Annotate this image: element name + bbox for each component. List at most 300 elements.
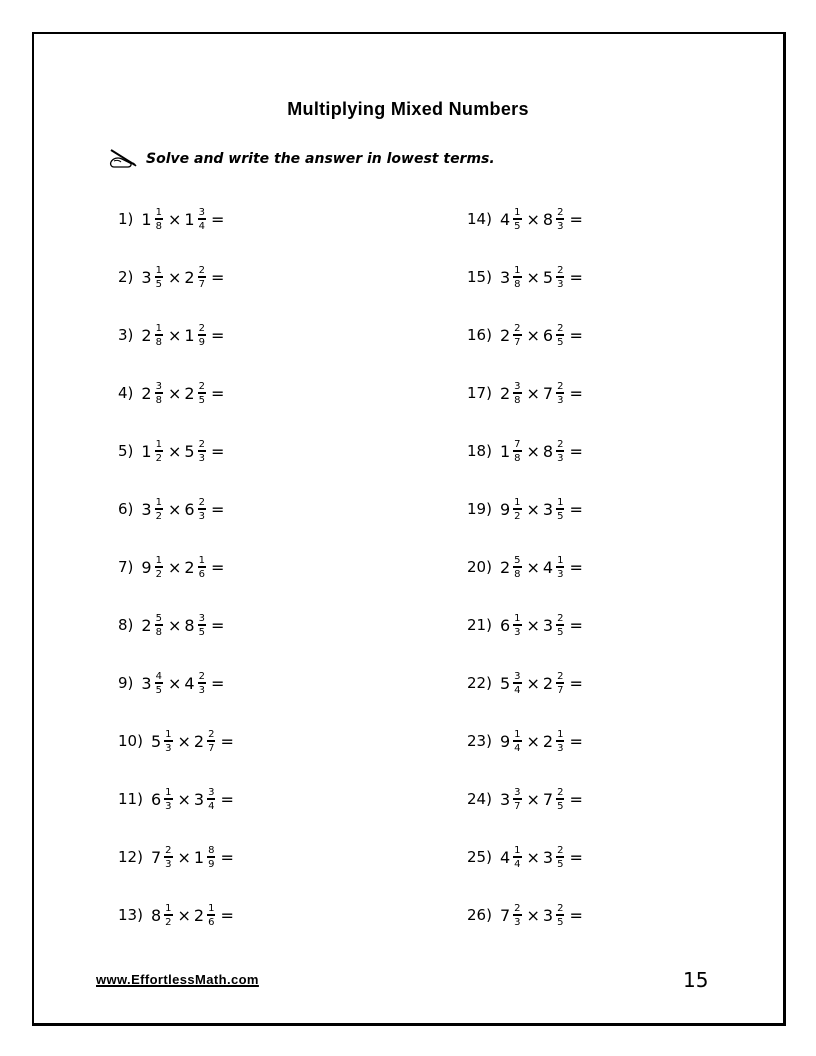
numerator: 2: [514, 322, 521, 334]
equals-sign: =: [210, 383, 225, 403]
whole-number: 1: [141, 441, 152, 461]
times-sign: ×: [526, 615, 540, 635]
times-sign: ×: [526, 673, 540, 693]
problem-number: 25): [467, 848, 492, 866]
problem-number: 1): [118, 210, 134, 228]
fraction: [155, 497, 163, 522]
fraction: [155, 671, 163, 696]
fraction: [207, 845, 215, 870]
numerator: 2: [557, 380, 564, 392]
problems-right-column: [467, 190, 583, 944]
numerator: 1: [155, 206, 162, 218]
equals-sign: =: [569, 441, 583, 461]
worksheet-title: Multiplying Mixed Numbers: [287, 99, 529, 119]
problem-item: [467, 886, 583, 944]
whole-number: 5: [150, 731, 162, 751]
times-sign: ×: [177, 731, 191, 751]
whole-number: 3: [542, 905, 554, 925]
fraction: [556, 323, 564, 348]
numerator: 1: [557, 496, 564, 508]
times-sign: ×: [526, 441, 540, 461]
numerator: 1: [514, 206, 521, 218]
equals-sign: =: [210, 673, 225, 693]
fraction: [556, 787, 564, 812]
fraction: [513, 787, 521, 812]
fraction: [198, 207, 206, 232]
denominator: 6: [208, 916, 215, 928]
fraction: [556, 555, 564, 580]
whole-number: 6: [184, 499, 195, 519]
numerator: 1: [165, 728, 172, 740]
fraction: [207, 787, 215, 812]
equals-sign: =: [210, 557, 225, 577]
problem-item: [118, 306, 234, 364]
numerator: 2: [557, 612, 564, 624]
numerator: 4: [155, 670, 162, 682]
numerator: 2: [557, 206, 564, 218]
denominator: 9: [208, 858, 215, 870]
numerator: 3: [208, 786, 215, 798]
fraction: [513, 613, 521, 638]
times-sign: ×: [167, 557, 182, 577]
whole-number: 8: [542, 209, 554, 229]
numerator: 1: [514, 496, 521, 508]
equals-sign: =: [569, 383, 583, 403]
whole-number: 7: [542, 789, 554, 809]
equals-sign: =: [569, 557, 583, 577]
problem-item: [118, 828, 234, 886]
numerator: 3: [198, 206, 205, 218]
whole-number: 5: [499, 673, 511, 693]
equals-sign: =: [210, 499, 225, 519]
denominator: 2: [165, 916, 172, 928]
numerator: 2: [557, 844, 564, 856]
fraction: [164, 729, 172, 754]
problems-left-column: [118, 190, 234, 944]
numerator: 8: [208, 844, 215, 856]
problem-item: [467, 364, 583, 422]
times-sign: ×: [526, 847, 540, 867]
numerator: 7: [514, 438, 521, 450]
fraction: [164, 845, 172, 870]
whole-number: 2: [141, 325, 152, 345]
whole-number: 5: [542, 267, 554, 287]
fraction: [556, 439, 564, 464]
denominator: 4: [208, 800, 215, 812]
fraction: [513, 671, 521, 696]
fraction: [198, 439, 206, 464]
denominator: 5: [557, 916, 564, 928]
fraction: [164, 787, 172, 812]
denominator: 3: [165, 742, 172, 754]
problem-number: 15): [467, 268, 492, 286]
problem-item: [118, 364, 234, 422]
denominator: 8: [155, 336, 162, 348]
whole-number: 3: [499, 267, 511, 287]
numerator: 1: [165, 902, 172, 914]
denominator: 7: [557, 684, 564, 696]
numerator: 2: [557, 902, 564, 914]
fraction: [513, 903, 521, 928]
problem-number: 24): [467, 790, 492, 808]
times-sign: ×: [167, 209, 182, 229]
whole-number: 6: [150, 789, 162, 809]
numerator: 2: [198, 496, 205, 508]
instruction-text: Solve and write the answer in lowest terms.: [146, 151, 495, 167]
numerator: 2: [208, 728, 215, 740]
fraction: [556, 845, 564, 870]
fraction: [198, 555, 206, 580]
denominator: 5: [198, 394, 205, 406]
problem-item: [118, 422, 234, 480]
denominator: 3: [514, 916, 521, 928]
fraction: [155, 207, 163, 232]
fraction: [513, 845, 521, 870]
whole-number: 2: [542, 673, 554, 693]
whole-number: 9: [499, 499, 511, 519]
whole-number: 2: [141, 383, 152, 403]
fraction: [556, 671, 564, 696]
problem-number: 22): [467, 674, 492, 692]
times-sign: ×: [526, 209, 540, 229]
problem-item: [118, 596, 234, 654]
problem-item: [467, 248, 583, 306]
equals-sign: =: [569, 499, 583, 519]
denominator: 8: [514, 278, 521, 290]
denominator: 3: [198, 684, 205, 696]
numerator: 2: [198, 264, 205, 276]
fraction: [556, 381, 564, 406]
numerator: 5: [155, 612, 162, 624]
numerator: 1: [155, 554, 162, 566]
fraction: [556, 207, 564, 232]
whole-number: 9: [499, 731, 511, 751]
whole-number: 3: [542, 615, 554, 635]
whole-number: 3: [542, 847, 554, 867]
times-sign: ×: [526, 383, 540, 403]
times-sign: ×: [167, 267, 182, 287]
whole-number: 7: [499, 905, 511, 925]
problem-number: 14): [467, 210, 492, 228]
denominator: 6: [198, 568, 205, 580]
numerator: 3: [514, 786, 521, 798]
equals-sign: =: [220, 847, 234, 867]
denominator: 3: [165, 800, 172, 812]
numerator: 3: [155, 380, 162, 392]
equals-sign: =: [569, 905, 583, 925]
denominator: 3: [557, 742, 564, 754]
numerator: 2: [557, 438, 564, 450]
problem-number: 10): [118, 732, 143, 750]
numerator: 3: [514, 380, 521, 392]
whole-number: 2: [542, 731, 554, 751]
denominator: 8: [155, 626, 162, 638]
denominator: 4: [514, 742, 521, 754]
whole-number: 3: [141, 673, 152, 693]
problem-number: 23): [467, 732, 492, 750]
denominator: 3: [557, 452, 564, 464]
numerator: 2: [557, 264, 564, 276]
times-sign: ×: [177, 789, 191, 809]
numerator: 2: [198, 670, 205, 682]
whole-number: 3: [141, 267, 152, 287]
fraction: [556, 265, 564, 290]
denominator: 3: [557, 278, 564, 290]
whole-number: 1: [499, 441, 511, 461]
numerator: 2: [198, 322, 205, 334]
page-number: 15: [683, 968, 709, 992]
whole-number: 3: [193, 789, 205, 809]
numerator: 2: [514, 902, 521, 914]
denominator: 3: [165, 858, 172, 870]
problem-item: [118, 770, 234, 828]
numerator: 1: [514, 612, 521, 624]
numerator: 1: [155, 496, 162, 508]
numerator: 1: [514, 728, 521, 740]
whole-number: 8: [184, 615, 195, 635]
times-sign: ×: [526, 731, 540, 751]
problem-number: 8): [118, 616, 134, 634]
numerator: 1: [208, 902, 215, 914]
problem-item: [467, 712, 583, 770]
fraction: [164, 903, 172, 928]
problem-item: [467, 770, 583, 828]
numerator: 1: [155, 438, 162, 450]
problem-item: [118, 248, 234, 306]
numerator: 1: [165, 786, 172, 798]
problem-number: 13): [118, 906, 143, 924]
whole-number: 1: [141, 209, 152, 229]
problem-number: 26): [467, 906, 492, 924]
equals-sign: =: [569, 673, 583, 693]
denominator: 3: [198, 510, 205, 522]
whole-number: 8: [542, 441, 554, 461]
times-sign: ×: [167, 383, 182, 403]
fraction: [155, 439, 163, 464]
times-sign: ×: [167, 441, 182, 461]
equals-sign: =: [220, 789, 234, 809]
fraction: [207, 903, 215, 928]
denominator: 5: [557, 800, 564, 812]
denominator: 4: [514, 684, 521, 696]
fraction: [198, 323, 206, 348]
denominator: 2: [514, 510, 521, 522]
problem-number: 19): [467, 500, 492, 518]
problem-number: 7): [118, 558, 134, 576]
times-sign: ×: [177, 905, 191, 925]
problem-item: [118, 712, 234, 770]
fraction: [513, 555, 521, 580]
fraction: [513, 439, 521, 464]
denominator: 5: [155, 278, 162, 290]
denominator: 4: [198, 220, 205, 232]
fraction: [556, 613, 564, 638]
equals-sign: =: [569, 847, 583, 867]
whole-number: 2: [184, 267, 195, 287]
whole-number: 1: [184, 325, 195, 345]
whole-number: 8: [150, 905, 162, 925]
problem-item: [467, 828, 583, 886]
problem-number: 16): [467, 326, 492, 344]
fraction: [513, 323, 521, 348]
fraction: [198, 671, 206, 696]
numerator: 5: [514, 554, 521, 566]
denominator: 4: [514, 858, 521, 870]
denominator: 2: [155, 452, 162, 464]
numerator: 3: [198, 612, 205, 624]
whole-number: 1: [184, 209, 195, 229]
whole-number: 2: [499, 557, 511, 577]
whole-number: 7: [542, 383, 554, 403]
denominator: 9: [198, 336, 205, 348]
numerator: 2: [557, 322, 564, 334]
whole-number: 3: [499, 789, 511, 809]
fraction: [513, 207, 521, 232]
fraction: [556, 903, 564, 928]
whole-number: 7: [150, 847, 162, 867]
whole-number: 2: [141, 615, 152, 635]
equals-sign: =: [569, 267, 583, 287]
problem-item: [467, 538, 583, 596]
equals-sign: =: [569, 615, 583, 635]
numerator: 2: [165, 844, 172, 856]
whole-number: 9: [141, 557, 152, 577]
equals-sign: =: [210, 441, 225, 461]
whole-number: 6: [499, 615, 511, 635]
problem-number: 12): [118, 848, 143, 866]
problem-number: 4): [118, 384, 134, 402]
problem-number: 9): [118, 674, 134, 692]
denominator: 2: [155, 568, 162, 580]
fraction: [513, 729, 521, 754]
whole-number: 4: [184, 673, 195, 693]
problem-number: 5): [118, 442, 134, 460]
times-sign: ×: [167, 499, 182, 519]
denominator: 7: [514, 336, 521, 348]
whole-number: 2: [499, 383, 511, 403]
problem-item: [467, 480, 583, 538]
whole-number: 4: [499, 847, 511, 867]
denominator: 3: [198, 452, 205, 464]
equals-sign: =: [569, 731, 583, 751]
fraction: [155, 381, 163, 406]
times-sign: ×: [526, 267, 540, 287]
whole-number: 2: [184, 383, 195, 403]
times-sign: ×: [526, 905, 540, 925]
numerator: 2: [198, 380, 205, 392]
problem-number: 2): [118, 268, 134, 286]
problem-number: 6): [118, 500, 134, 518]
problem-item: [118, 538, 234, 596]
whole-number: 2: [184, 557, 195, 577]
whole-number: 2: [193, 905, 205, 925]
denominator: 5: [514, 220, 521, 232]
denominator: 2: [155, 510, 162, 522]
denominator: 5: [557, 336, 564, 348]
times-sign: ×: [167, 325, 182, 345]
times-sign: ×: [526, 557, 540, 577]
fraction: [155, 265, 163, 290]
denominator: 8: [155, 220, 162, 232]
numerator: 1: [514, 844, 521, 856]
equals-sign: =: [210, 267, 225, 287]
times-sign: ×: [526, 499, 540, 519]
denominator: 5: [155, 684, 162, 696]
whole-number: 3: [542, 499, 554, 519]
problem-number: 20): [467, 558, 492, 576]
fraction: [155, 323, 163, 348]
numerator: 3: [514, 670, 521, 682]
denominator: 7: [514, 800, 521, 812]
equals-sign: =: [220, 731, 234, 751]
denominator: 5: [198, 626, 205, 638]
denominator: 8: [155, 394, 162, 406]
equals-sign: =: [569, 209, 583, 229]
problem-item: [467, 596, 583, 654]
fraction: [198, 613, 206, 638]
numerator: 1: [514, 264, 521, 276]
fraction: [556, 729, 564, 754]
problem-number: 17): [467, 384, 492, 402]
fraction: [556, 497, 564, 522]
numerator: 1: [557, 728, 564, 740]
denominator: 3: [557, 568, 564, 580]
numerator: 2: [198, 438, 205, 450]
fraction: [513, 265, 521, 290]
problem-item: [118, 886, 234, 944]
times-sign: ×: [167, 615, 182, 635]
problem-item: [118, 480, 234, 538]
equals-sign: =: [210, 209, 225, 229]
footer-website-link[interactable]: www.EffortlessMath.com: [96, 972, 259, 987]
times-sign: ×: [167, 673, 182, 693]
fraction: [155, 613, 163, 638]
denominator: 8: [514, 568, 521, 580]
equals-sign: =: [569, 789, 583, 809]
times-sign: ×: [177, 847, 191, 867]
fraction: [155, 555, 163, 580]
problem-item: [467, 422, 583, 480]
denominator: 8: [514, 394, 521, 406]
problem-number: 18): [467, 442, 492, 460]
denominator: 5: [557, 626, 564, 638]
whole-number: 2: [193, 731, 205, 751]
equals-sign: =: [569, 325, 583, 345]
numerator: 1: [155, 322, 162, 334]
whole-number: 4: [499, 209, 511, 229]
fraction: [513, 497, 521, 522]
fraction: [198, 497, 206, 522]
equals-sign: =: [210, 325, 225, 345]
denominator: 3: [514, 626, 521, 638]
whole-number: 3: [141, 499, 152, 519]
equals-sign: =: [210, 615, 225, 635]
denominator: 7: [208, 742, 215, 754]
fraction: [207, 729, 215, 754]
problem-item: [118, 190, 234, 248]
equals-sign: =: [220, 905, 234, 925]
times-sign: ×: [526, 325, 540, 345]
numerator: 2: [557, 670, 564, 682]
denominator: 3: [557, 220, 564, 232]
numerator: 2: [557, 786, 564, 798]
problem-item: [467, 190, 583, 248]
problem-number: 3): [118, 326, 134, 344]
fraction: [513, 381, 521, 406]
numerator: 1: [155, 264, 162, 276]
denominator: 5: [557, 858, 564, 870]
instruction: [108, 148, 495, 170]
